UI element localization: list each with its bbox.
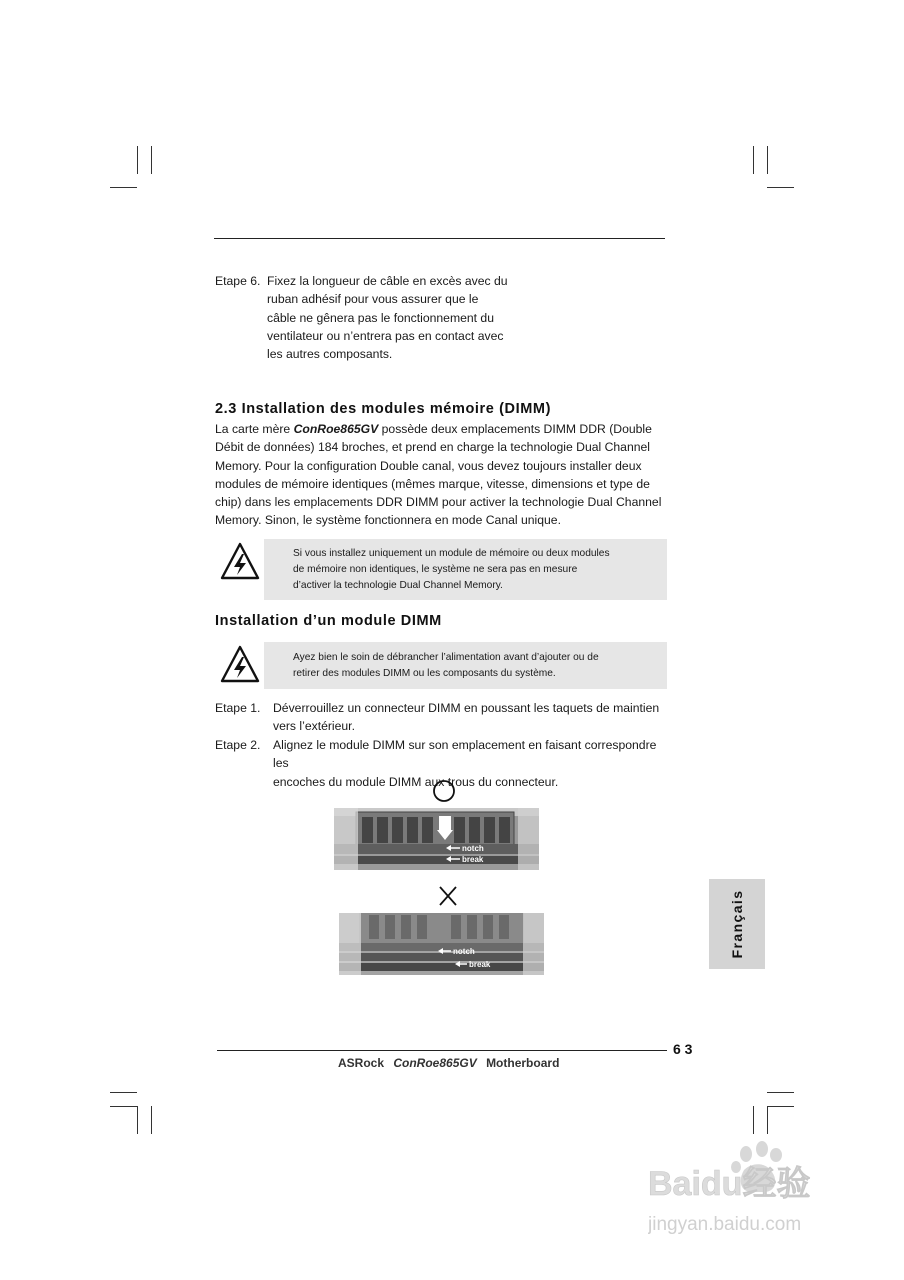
crop-mark <box>767 1092 794 1093</box>
dimm-correct-photo <box>334 808 539 870</box>
baidu-paw-logo-icon <box>648 1140 858 1240</box>
watermark-logo-text: Baidu经验 <box>648 1165 811 1203</box>
step-text-line: les autres composants. <box>267 347 393 362</box>
intro-line: Memory. Pour la configuration Double canal, vous devez toujours installer deux <box>215 458 642 473</box>
step-1 <box>215 699 675 737</box>
crop-mark <box>753 146 754 174</box>
warning-lightning-icon <box>219 644 261 684</box>
note-line: Ayez bien le soin de débrancher l’alimentation avant d’ajouter ou de <box>293 652 599 663</box>
section-intro <box>215 420 675 530</box>
step-label: Etape 6. <box>215 274 261 288</box>
footer-product: Motherboard <box>486 1056 560 1070</box>
notch-label: notch <box>453 947 475 956</box>
step-text-line: Alignez le module DIMM sur son emplacement en faisant correspondre les <box>273 738 657 771</box>
step-text-line: Fixez la longueur de câble en excès avec du <box>267 274 508 288</box>
step-text-line: ruban adhésif pour vous assurer que le <box>267 292 479 307</box>
intro-line <box>215 420 675 438</box>
footer-brand: ASRock <box>338 1056 385 1070</box>
crop-mark <box>767 1106 768 1134</box>
correct-circle-icon <box>432 779 456 803</box>
dimm-wrong-photo <box>339 913 544 975</box>
step-6 <box>215 272 535 372</box>
intro-text: La carte mère <box>215 422 294 436</box>
watermark-url: jingyan.baidu.com <box>648 1214 802 1235</box>
step-text-line: encoches du module DIMM aux trous du connecteur. <box>273 774 559 789</box>
step-text-line: Déverrouillez un connecteur DIMM en poussant les taquets de maintien <box>273 701 660 715</box>
crop-mark <box>767 1106 794 1107</box>
note-line: d’activer la technologie Dual Channel Memory. <box>293 580 503 592</box>
crop-mark <box>151 1106 152 1134</box>
step-label: Etape 2. <box>215 738 261 752</box>
crop-mark <box>110 1092 137 1093</box>
note-box <box>264 539 667 600</box>
break-label: break <box>462 855 484 864</box>
crop-mark <box>137 146 138 174</box>
section-heading: 2.3 Installation des modules mémoire (DIMM) <box>215 401 551 417</box>
subsection-heading: Installation d’un module DIMM <box>215 613 442 629</box>
warning-lightning-icon <box>219 541 261 581</box>
step-2 <box>215 736 675 789</box>
footer-rule <box>217 1050 667 1051</box>
crop-mark <box>137 1106 138 1134</box>
model-name: ConRoe865GV <box>293 422 379 436</box>
crop-mark <box>767 146 768 174</box>
footer-model: ConRoe865GV <box>393 1056 477 1070</box>
footer-text <box>338 1056 559 1070</box>
intro-line: Débit de données) 184 broches, et prend en charge la technologie Dual Channel <box>215 440 650 455</box>
page-number: 6 3 <box>673 1041 693 1057</box>
crop-mark <box>110 187 137 188</box>
step-text-line: vers l’extérieur. <box>273 719 355 734</box>
crop-mark <box>151 146 152 174</box>
intro-text: possède deux emplacements DIMM DDR (Double <box>378 422 652 436</box>
step-text-line: câble ne gênera pas le fonctionnement du <box>267 310 494 325</box>
language-tab <box>709 879 765 969</box>
note-line: Si vous installez uniquement un module de mémoire ou deux modules <box>293 548 610 559</box>
note-line: de mémoire non identiques, le système ne sera pas en mesure <box>293 564 578 576</box>
baidu-watermark <box>648 1140 858 1240</box>
break-label: break <box>469 960 491 969</box>
note-box <box>264 642 667 689</box>
intro-line: chip) dans les emplacements DDR DIMM pour activer la technologie Dual Channel <box>215 495 662 510</box>
crop-mark <box>110 1106 137 1107</box>
wrong-cross-icon <box>436 884 460 908</box>
intro-line: modules de mémoire identiques (mêmes marque, vitesse, dimensions et type de <box>215 476 650 491</box>
note-line: retirer des modules DIMM ou les composants du système. <box>293 668 556 680</box>
crop-mark <box>767 187 794 188</box>
step-label: Etape 1. <box>215 701 261 715</box>
step-text-line: ventilateur ou n’entrera pas en contact avec <box>267 328 504 343</box>
language-tab-label: Français <box>729 889 745 959</box>
notch-label: notch <box>462 844 484 853</box>
intro-line: Memory. Sinon, le système fonctionnera en mode Canal unique. <box>215 513 561 528</box>
header-rule <box>214 238 665 239</box>
crop-mark <box>753 1106 754 1134</box>
